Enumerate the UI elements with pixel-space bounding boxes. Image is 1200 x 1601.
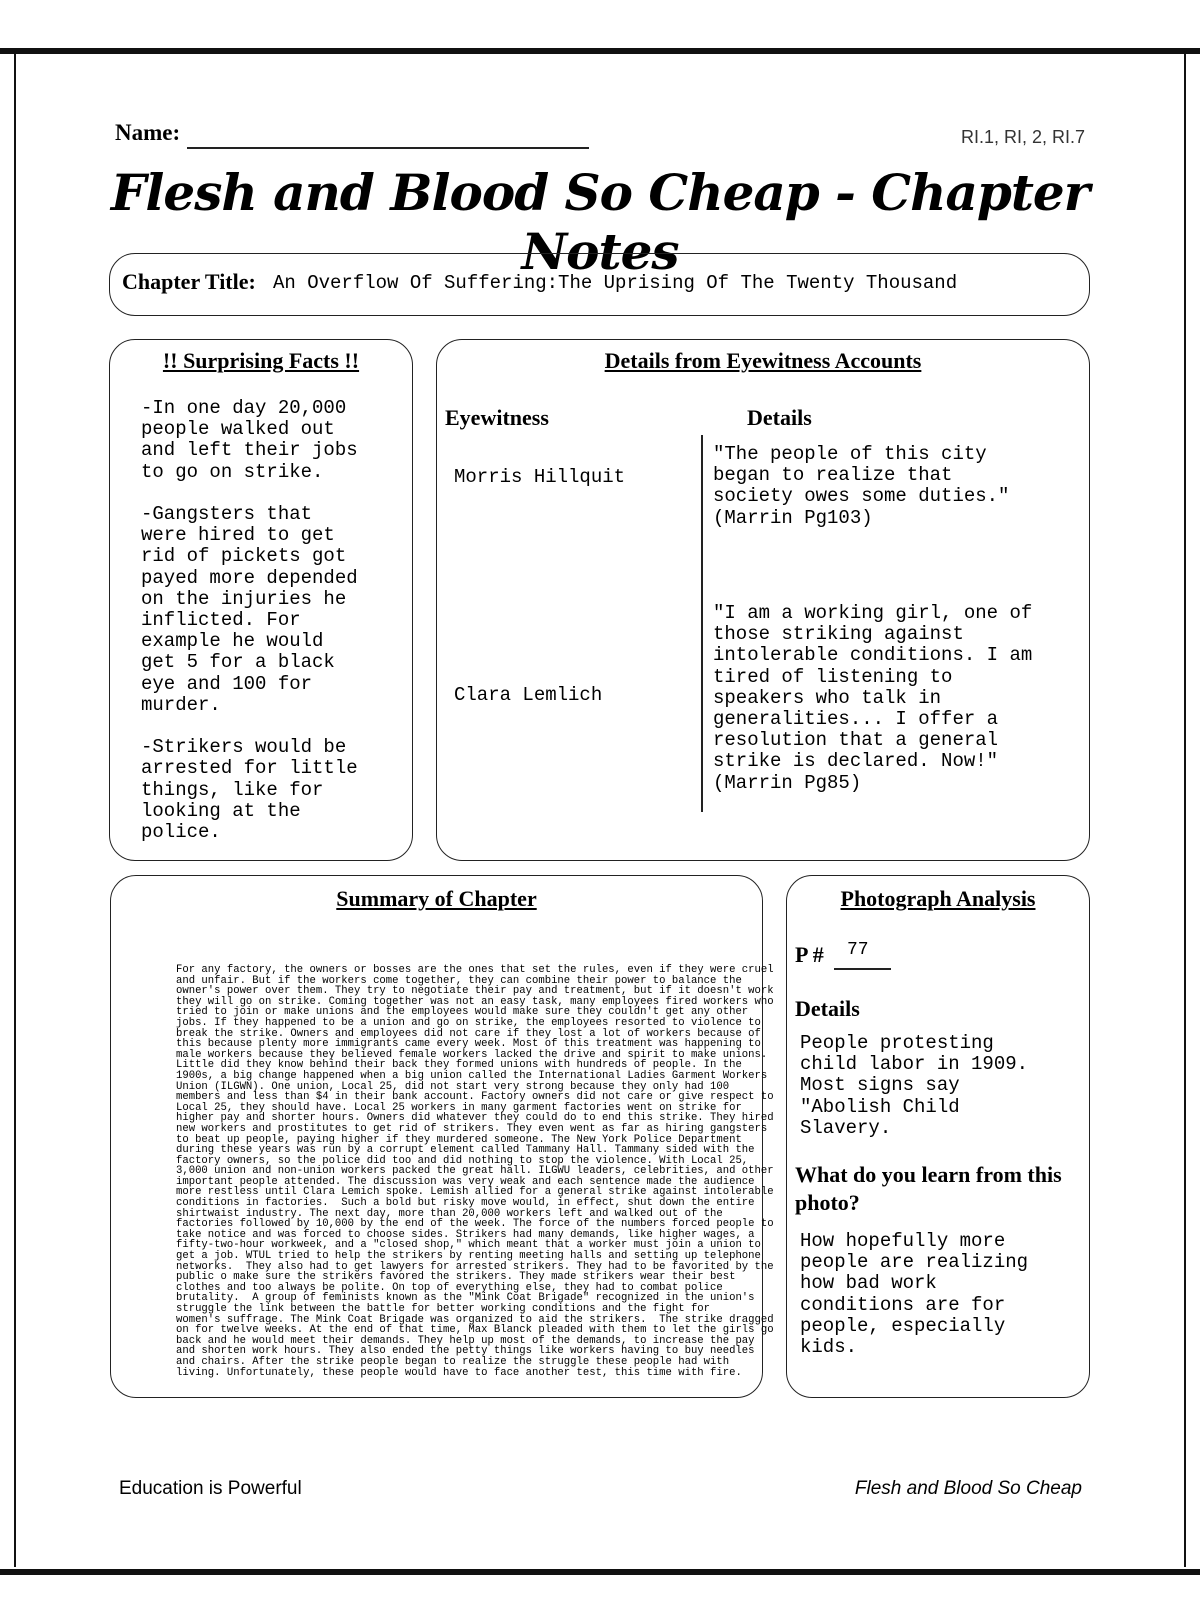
surprising-facts-box	[109, 339, 413, 861]
photo-page-number: 77	[847, 940, 869, 960]
bottom-border	[0, 1569, 1200, 1575]
eyewitness-column-header: Eyewitness	[445, 405, 549, 430]
photo-learn-text: How hopefully more people are realizing how bad work conditions are for people, especially kids.	[800, 1230, 1029, 1359]
chapter-title-label: Chapter Title:	[122, 269, 256, 294]
right-border	[1184, 48, 1186, 1567]
photo-page-label: P #	[795, 942, 824, 967]
footer-left: Education is Powerful	[119, 1478, 302, 1499]
photo-details-label: Details	[795, 996, 860, 1021]
photo-details-text: People protesting child labor in 1909. Most signs say "Abolish Child Slavery.	[800, 1032, 1029, 1139]
surprising-facts-text: -In one day 20,000 people walked out and left their jobs to go on strike. -Gangsters that were hired to get rid of pickets got payed more depended on the injuries he inflicted. For example he would get 5 for a black eye and 100 for murder. -Strikers would be arrested for little things, like for looking at the police.	[141, 397, 358, 844]
eyewitness-name: Clara Lemlich	[454, 684, 603, 706]
eyewitness-name: Morris Hillquit	[454, 466, 626, 488]
standards: RI.1, RI, 2, RI.7	[960, 127, 1085, 147]
eyewitness-details: "I am a working girl, one of those striking against intolerable conditions. I am tired of listening to speakers who talk in generalities... I offer a resolution that a general strike is declared. Now!" (Marrin Pg85)	[713, 602, 1033, 794]
photo-learn-label: What do you learn from this photo?	[795, 1162, 1062, 1215]
surprising-facts-heading: !! Surprising Facts !!	[162, 348, 360, 373]
footer-right: Flesh and Blood So Cheap	[854, 1478, 1082, 1499]
photo-page-line	[834, 968, 891, 970]
summary-heading: Summary of Chapter	[336, 886, 537, 911]
page-title: Flesh and Blood So Cheap - Chapter Notes	[110, 163, 1090, 281]
left-border	[14, 48, 16, 1567]
column-divider	[701, 435, 703, 812]
chapter-title-box	[109, 253, 1090, 316]
details-column-header: Details	[747, 405, 812, 430]
chapter-title-value: An Overflow Of Suffering:The Uprising Of The Twenty Thousand	[273, 272, 958, 294]
eyewitness-heading: Details from Eyewitness Accounts	[604, 348, 922, 373]
eyewitness-details: "The people of this city began to realize that society owes some duties." (Marrin Pg103)	[713, 443, 1010, 529]
name-line[interactable]	[187, 147, 589, 149]
summary-text: For any factory, the owners or bosses are the ones that set the rules, even if they were cruel and unfair. But if the workers come together, they can combine their power to balance the owner's power over them. They try to negotiate their pay and treatment, but if it doesn't work they will go on strike. Coming together was not an easy task, many employees fired workers who tried to join or make unions and the employees would make sure they couldn't get any other jobs. If they happened to be a union and go on strike, the employees resorted to violence to break the strike. Owners and employees did not care if they lost a lot of workers because of this because plenty more immigrants came every week. Most of this treatment was happening to male workers because they believed female workers lacked the drive and spirit to make unions. Little did they know behind their back they formed unions with hundreds of people. In the 1900s, a big change happened when a big union called the International Ladies Garment Workers Union (ILGWN). One union, Local 25, did not start very strong because they only had 100 members and less than $4 in their bank account. Factory owners did not care or give respect to Local 25, they should have. Local 25 workers in many garment factories went on strike for higher pay and shorter hours. Owners did whatever they could do to end this strike. They hired new workers and prostitutes to get rid of strikers. They even went as far as hiring gangsters to beat up people, paying higher if they murdered someone. The New York Police Department during these years was run by a corrupt element called Tammany Hall. Tammany sided with the factory owners, so the police did too and did nothing to stop the violence. With Local 25, 3,000 union and non-union workers packed the great hall. ILGWU leaders, celebrities, and other important people attended. The discussion was very weak and each sentence made the audience more restless until Clara Lemich spoke. Lemish allied for a general strike against intolerable conditions in factories. Such a bold but risky move would, in effect, shut down the entire shirtwaist industry. The next day, more than 20,000 workers left and walked out of the factories followed by 10,000 by the end of the week. The force of the numbers forced people to take notice and was forced to choose sides. Strikers had many demands, like higher wages, a fifty-two-hour workweek, and a "closed shop," which meant that a worker must join a union to get a job. WTUL tried to help the strikers by renting meeting halls and setting up telephone networks. They also had to get lawyers for arrested strikers. They had to be favorited by the public o make sure the strikers favored the strikers. They made strikers wear their best clothes and too always be polite. On top of everything else, they had to combat police brutality. A group of feminists known as the "Mink Coat Brigade" recognized in the union's struggle the link between the battle for better working conditions and the fight for women's suffrage. The Mink Coat Brigade was organized to aid the strikers. The strike dragged on for twelve weeks. At the end of that time, Max Blanck pleaded with them to let the girls go back and he would meet their demands. They help up most of the demands, to increase the pay and shorten work hours. They also ended the petty things like workers having to buy needles and chairs. After the strike people began to realize the struggle these people had with living. Unfortunately, these people would have to face another test, this time with fire.	[176, 964, 774, 1379]
photograph-analysis-box	[786, 875, 1090, 1398]
top-border	[0, 48, 1200, 54]
photograph-analysis-heading: Photograph Analysis	[840, 886, 1036, 911]
name-label: Name:	[115, 120, 181, 145]
eyewitness-box	[436, 339, 1090, 861]
